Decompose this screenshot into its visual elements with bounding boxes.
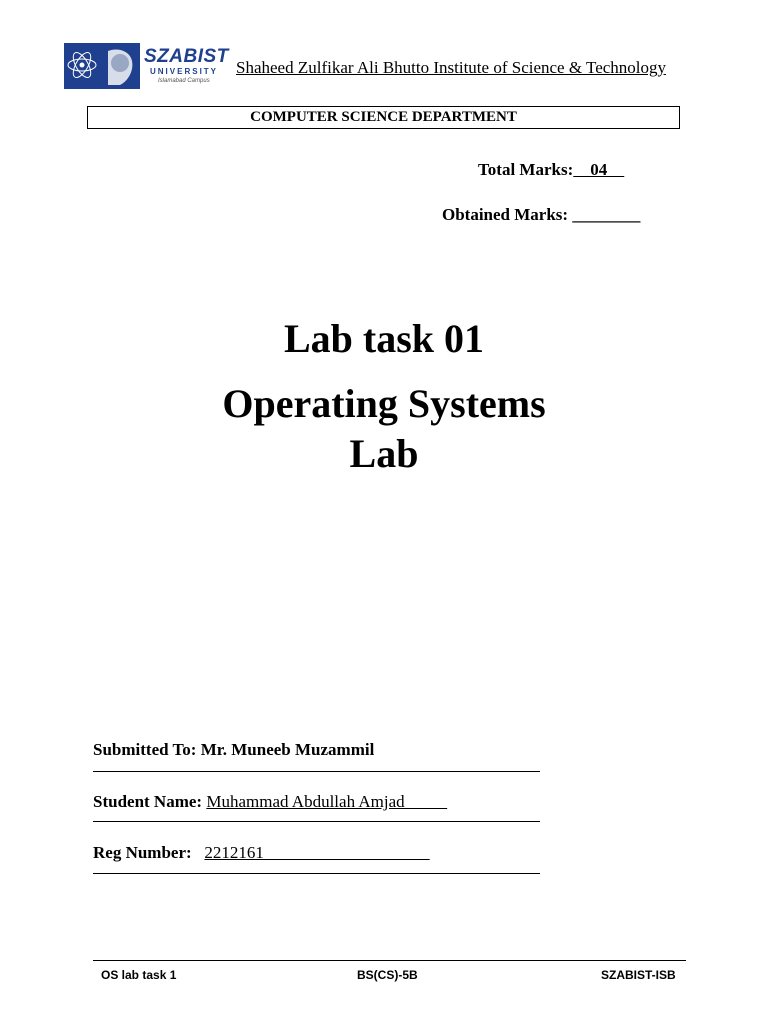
institute-name: Shaheed Zulfikar Ali Bhutto Institute of Science & Technology — [236, 58, 667, 77]
submitted-to-value: Mr. Muneeb Muzammil — [200, 740, 375, 759]
total-marks — [478, 160, 624, 180]
obtained-marks-value: ________ — [572, 205, 641, 224]
footer-divider — [93, 960, 686, 961]
reg-number-label: Reg Number: — [93, 843, 192, 862]
submitted-to-label: Submitted To: — [93, 740, 197, 759]
department-box — [87, 106, 680, 129]
divider — [93, 771, 540, 772]
logo-name: SZABIST — [144, 46, 229, 67]
university-emblem-icon — [64, 43, 140, 89]
title-line-2: Operating Systems — [222, 381, 546, 426]
divider — [93, 873, 540, 874]
submitted-to-row — [93, 740, 374, 760]
obtained-marks-label: Obtained Marks: — [442, 205, 569, 224]
footer-left: OS lab task 1 — [101, 968, 177, 982]
title-line-1: Lab task 01 — [283, 316, 485, 361]
logo-campus: Islamabad Campus — [158, 78, 210, 84]
reg-number-value: 2212161 — [204, 843, 430, 862]
footer-right: SZABIST-ISB — [601, 968, 676, 982]
title-line-3: Lab — [349, 431, 419, 476]
student-name-row — [93, 792, 447, 812]
total-marks-value: 04 — [573, 160, 625, 179]
obtained-marks — [442, 205, 640, 225]
student-name-label: Student Name: — [93, 792, 203, 811]
reg-number-row — [93, 843, 430, 863]
department-title: COMPUTER SCIENCE DEPARTMENT — [250, 109, 517, 125]
footer-center: BS(CS)-5B — [357, 968, 418, 982]
szabist-logo — [64, 43, 229, 89]
student-name-value: Muhammad Abdullah Amjad — [206, 792, 448, 811]
divider — [93, 821, 540, 822]
logo-subtitle: UNIVERSITY — [150, 67, 219, 76]
total-marks-label: Total Marks: — [478, 160, 574, 179]
